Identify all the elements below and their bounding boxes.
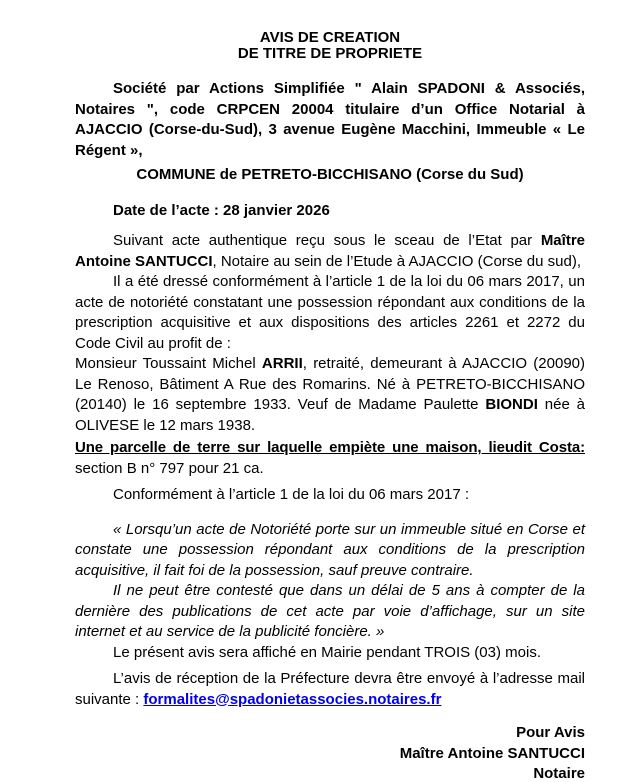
document-title-line-2: DE TITRE DE PROPRIETE xyxy=(237,45,423,62)
beneficiary-paragraph xyxy=(75,354,585,436)
notary-name: Maître Antoine SANTUCCI xyxy=(75,232,585,270)
act-received-paragraph xyxy=(75,231,585,272)
act-received-text-end: , Notaire au sein de l’Etude à AJACCIO (Corse du sud), xyxy=(212,252,582,270)
property-heading: Une parcelle de terre sur laquelle empiète une maison, lieudit Costa: xyxy=(75,439,585,456)
beneficiary-details-end: née à OLIVESE le 12 mars 1938. xyxy=(75,396,585,434)
act-received-text: Suivant acte authentique reçu sous le sceau de l’Etat par xyxy=(113,232,541,249)
legal-quote-part-1: « Lorsqu’un acte de Notoriété porte sur un immeuble situé en Corse et constate une possession répondant aux conditions de la prescription acquisitive, il fait foi de la possession, sauf preuve contraire. xyxy=(75,520,585,579)
conformement-line: Conformément à l’article 1 de la loi du 06 mars 2017 : xyxy=(113,486,470,503)
legal-quote-part-2: Il ne peut être contesté que dans un délai de 5 ans à compter de la dernière des publications de cet acte par voie d’affichage, sur un site internet et au service de la publicité foncière. » xyxy=(75,582,585,640)
beneficiary-intro: Monsieur Toussaint Michel xyxy=(75,355,262,372)
email-link[interactable]: formalites@spadonietassocies.notaires.fr xyxy=(143,690,442,708)
beneficiary-name: ARRII xyxy=(261,355,303,372)
act-drafted-paragraph: Il a été dressé conformément à l’article 1 de la loi du 06 mars 2017, un acte de notoriété constatant une possession répondant aux conditions de la prescription acquisitive et aux dispositions des articles 2261 et 2272 du Code Civil au profit de : xyxy=(75,273,585,352)
signature-title: Notaire xyxy=(533,765,585,782)
signature-notary-name: Maître Antoine SANTUCCI xyxy=(399,744,585,762)
signature-block xyxy=(75,723,585,782)
display-notice-line: Le présent avis sera affiché en Mairie pendant TROIS (03) mois. xyxy=(113,643,541,661)
reception-paragraph xyxy=(75,669,585,710)
commune-line: COMMUNE de PETRETO-BICCHISANO (Corse du Sud) xyxy=(136,166,524,183)
reception-text: L’avis de réception de la Préfecture devra être envoyé à l’adresse mail suivante : xyxy=(75,670,585,708)
beneficiary-details: , retraité, demeurant à AJACCIO (20090) Le Renoso, Bâtiment A Rue des Romarins. Né à PETRETO-BICCHISANO (20140) le 16 septembre 1933. Veuf de Madame Paulette xyxy=(75,355,586,413)
spouse-name: BIONDI xyxy=(485,396,538,413)
act-date-line: Date de l’acte : 28 janvier 2026 xyxy=(113,201,330,219)
property-detail: section B n° 797 pour 21 ca. xyxy=(75,459,264,477)
document-title-line-1: AVIS DE CREATION xyxy=(259,29,401,46)
signature-pour-avis: Pour Avis xyxy=(516,724,585,741)
notary-office-paragraph: Société par Actions Simplifiée " Alain SPADONI & Associés, Notaires ", code CRPCEN 20004 titulaire d’un Office Notarial à AJACCIO (Corse-du-Sud), 3 avenue Eugène Macchini, Immeuble « Le Régent », xyxy=(75,80,585,159)
